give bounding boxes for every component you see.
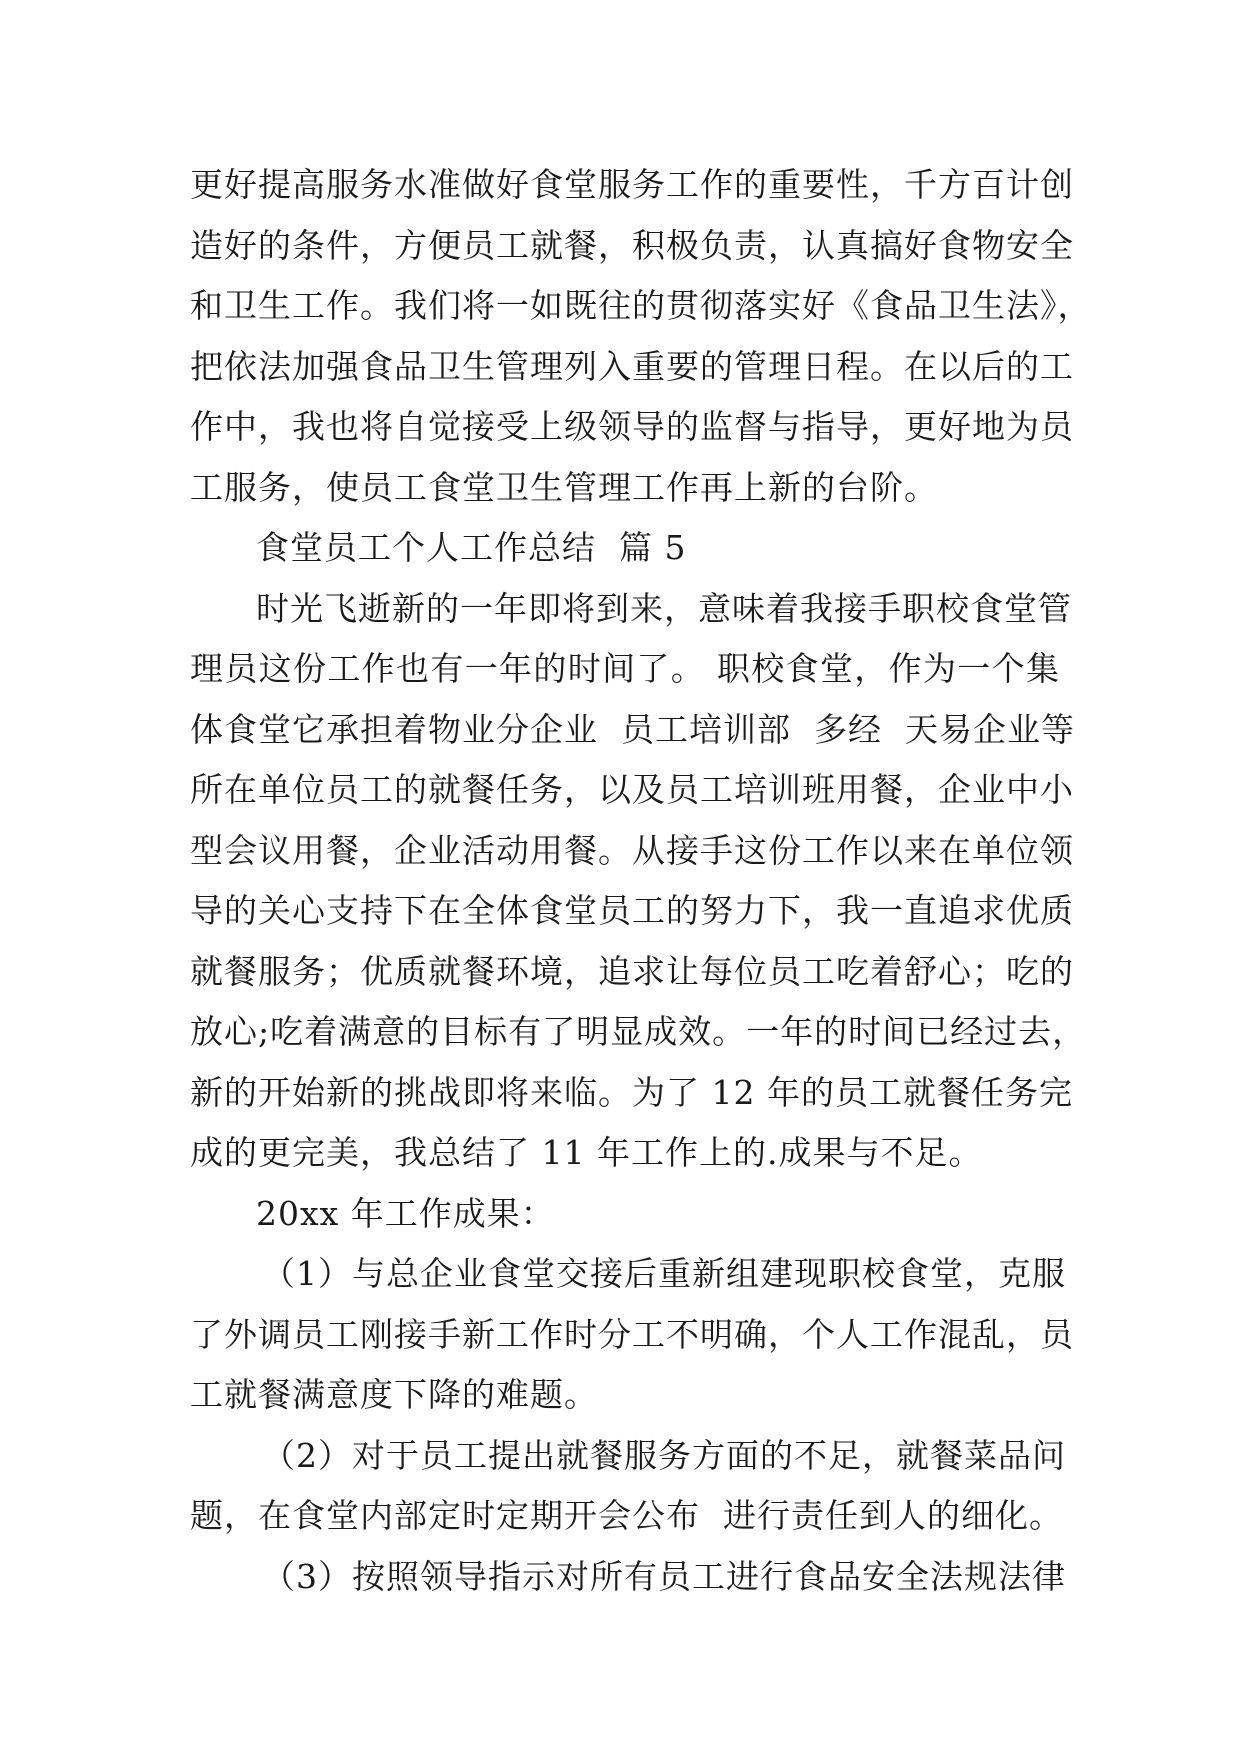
- text-line: 20xx 年工作成果：: [256, 1193, 555, 1233]
- text-line: 了外调员工刚接手新工作时分工不明确，个人工作混乱，员: [190, 1314, 1074, 1354]
- text-line: 工就餐满意度下降的难题。: [190, 1375, 598, 1414]
- text-line: 题，在食堂内部定时定期开会公布 进行责任到人的细化。: [190, 1496, 1063, 1535]
- text-line: （2）对于员工提出就餐服务方面的不足，就餐菜品问: [262, 1435, 1066, 1475]
- text-line: 时光飞逝新的一年即将到来，意味着我接手职校食堂管: [256, 588, 1072, 628]
- text-line: 作中，我也将自觉接受上级领导的监督与指导，更好地为员: [190, 407, 1074, 446]
- text-line: 导的关心支持下在全体食堂员工的努力下，我一直追求优质: [190, 891, 1074, 930]
- text-line: （1）与总企业食堂交接后重新组建现职校食堂，克服: [262, 1254, 1066, 1293]
- text-line: 成的更完美，我总结了 11 年工作上的.成果与不足。: [190, 1133, 983, 1172]
- text-line: 理员这份工作也有一年的时间了。 职校食堂，作为一个集: [190, 649, 1060, 688]
- text-line: 更好提高服务水准做好食堂服务工作的重要性，千方百计创: [190, 165, 1074, 204]
- text-line: 和卫生工作。我们将一如既往的贯彻落实好《食品卫生法》，: [190, 286, 1092, 325]
- text-line: 体食堂它承担着物业分企业 员工培训部 多经 天易企业等: [190, 709, 1075, 749]
- text-line: 就餐服务；优质就餐环境，追求让每位员工吃着舒心；吃的: [190, 951, 1074, 991]
- text-line: 型会议用餐，企业活动用餐。从接手这份工作以来在单位领: [190, 830, 1074, 870]
- text-line: （3）按照领导指示对所有员工进行食品安全法规法律: [262, 1556, 1066, 1596]
- text-line: 新的开始新的挑战即将来临。为了 12 年的员工就餐任务完: [190, 1072, 1073, 1112]
- text-line: 放心;吃着满意的目标有了明显成效。一年的时间已经过去，: [190, 1012, 1087, 1051]
- text-line: 把依法加强食品卫生管理列入重要的管理日程。在以后的工: [190, 346, 1074, 386]
- text-line: 所在单位员工的就餐任务，以及员工培训班用餐，企业中小: [190, 770, 1074, 809]
- text-line: 工服务，使员工食堂卫生管理工作再上新的台阶。: [190, 467, 938, 507]
- text-line: 食堂员工个人工作总结 篇 5: [256, 528, 687, 567]
- document-body: [190, 155, 1092, 1607]
- text-line: 造好的条件，方便员工就餐，积极负责，认真搞好食物安全: [190, 225, 1074, 265]
